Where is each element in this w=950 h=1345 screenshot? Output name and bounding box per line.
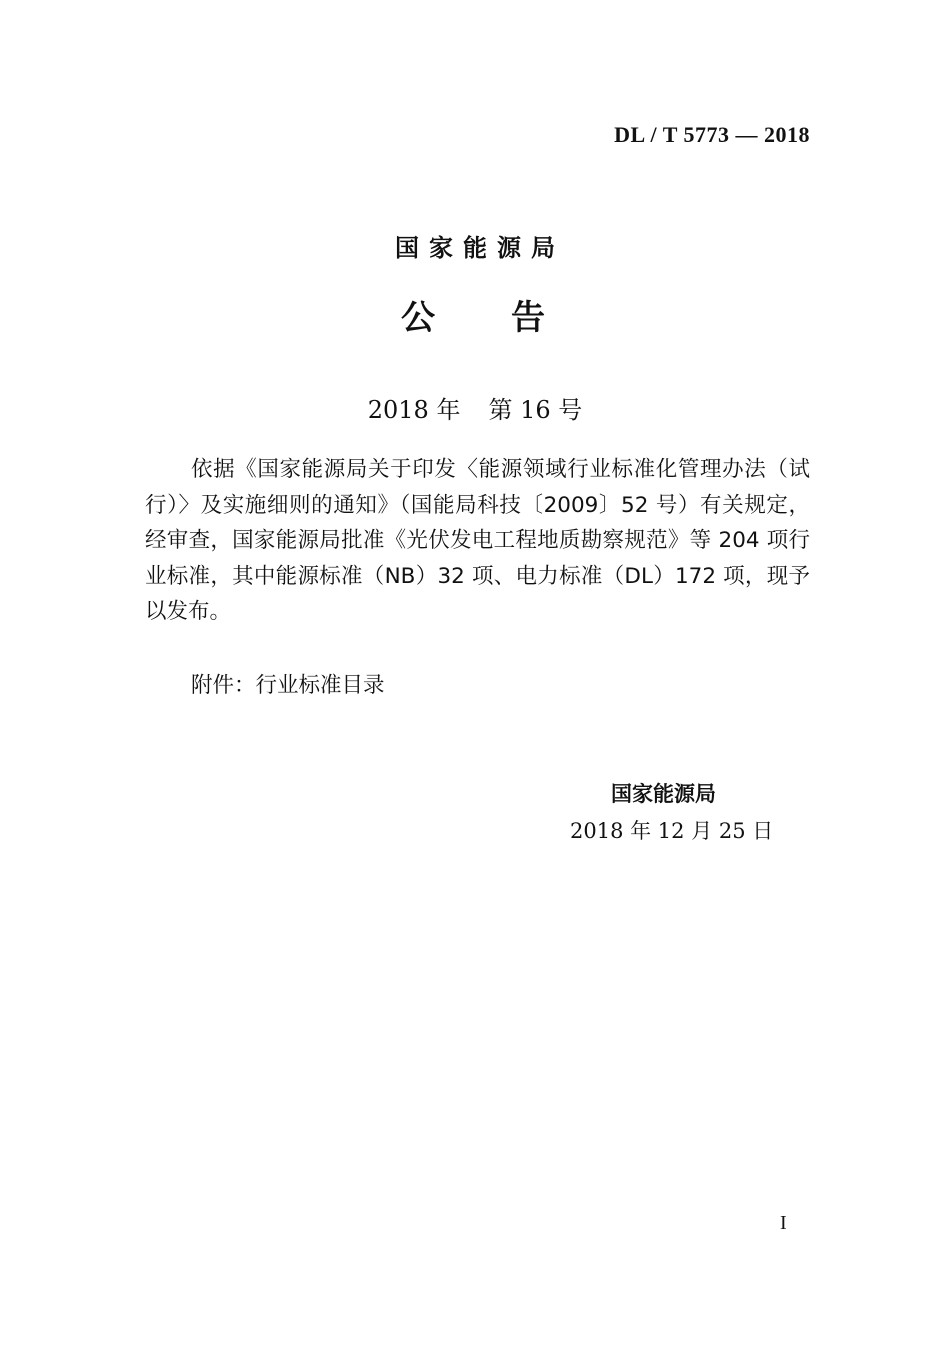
- notice-issue-number: 第 16 号: [488, 396, 583, 424]
- notice-title-part2: 告: [511, 298, 549, 338]
- notice-year: 2018 年: [367, 396, 461, 424]
- standard-code: DL / T 5773 — 2018: [614, 122, 810, 147]
- page-number: I: [780, 1212, 787, 1234]
- issuer-heading: 国家能源局: [395, 234, 565, 262]
- notice-title: [0, 290, 950, 339]
- attachment-line: 附件：行业标准目录: [191, 673, 385, 698]
- notice-title-part1: 公: [401, 298, 439, 338]
- notice-body: 依据《国家能源局关于印发〈能源领域行业标准化管理办法（试行）〉及实施细则的通知》（国能局科技〔2009〕52 号）有关规定，经审查，国家能源局批准《光伏发电工程地质勘察规范》等 204 项行业标准，其中能源标准（NB）32 项、电力标准（DL）172 项，现予以发布。: [145, 457, 810, 624]
- signature-org: 国家能源局: [611, 782, 716, 806]
- notice-number: [0, 390, 950, 425]
- signature-date: 2018 年 12 月 25 日: [570, 819, 774, 843]
